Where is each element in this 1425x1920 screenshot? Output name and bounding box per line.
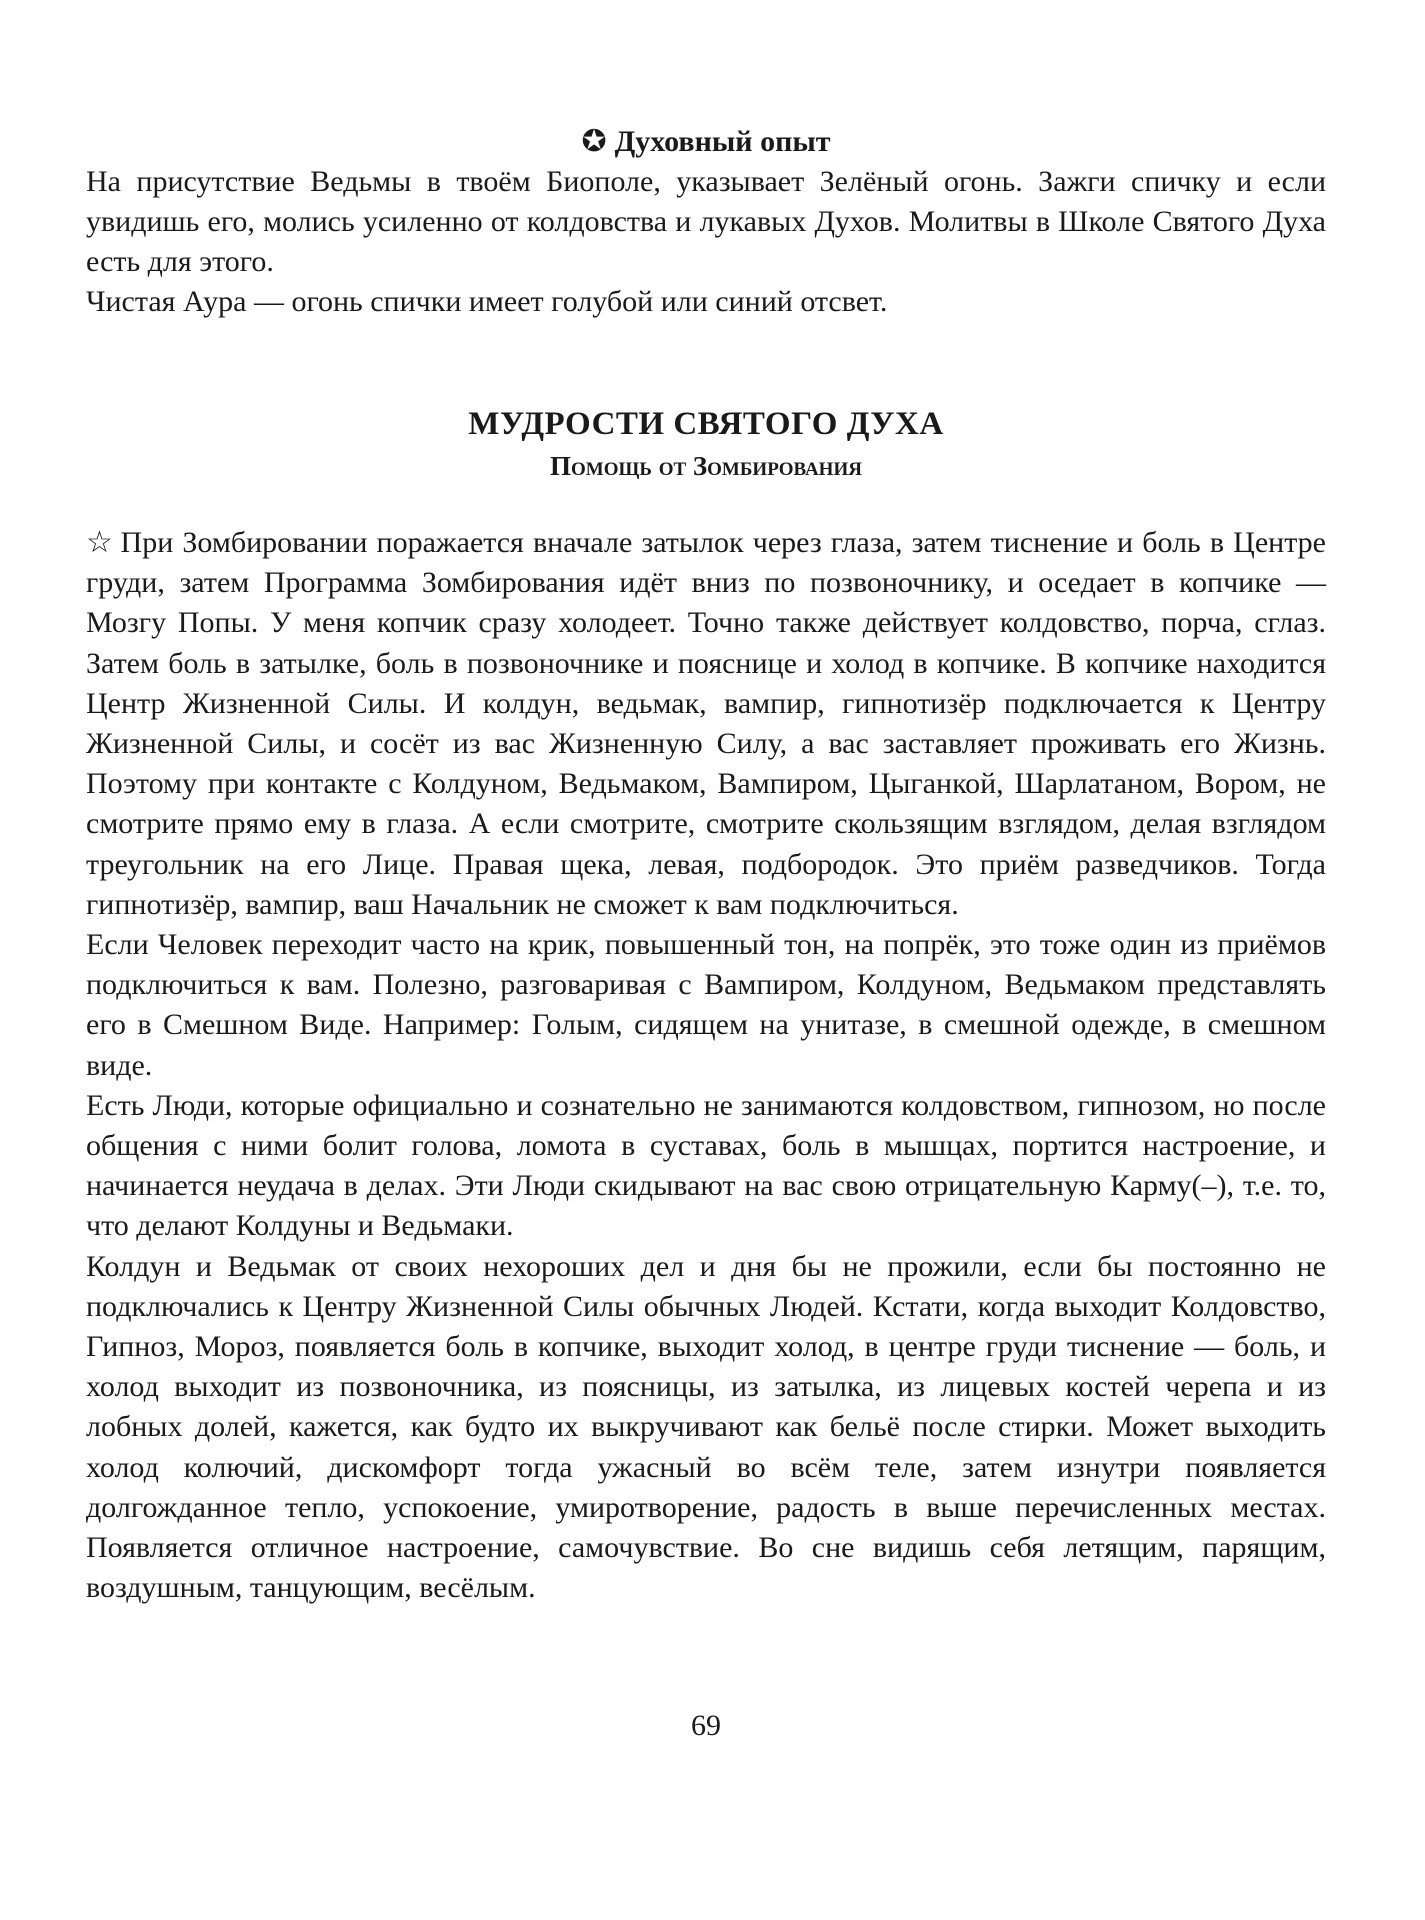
chapter-subtitle: Помощь от Зомбирования xyxy=(550,451,862,481)
body-paragraph: Колдун и Ведьмак от своих нехороших дел и дня бы не прожили, если бы постоянно не подключались к Центру Жизненной Силы обычных Людей. Кстати, когда выходит Колдовство, Гипноз, Мороз, появляется боль в копчике, выходит холод, в центре груди тиснение — боль, и холод выходит из позвоночника, из поясницы, из затылка, из лицевых костей черепа и из лобных долей, кажется, как будто их выкручивают как бельё после стирки. Может выходить холод колючий, дискомфорт тогда ужасный во всём теле, затем изнутри появляется долгожданное тепло, успокоение, умиротворение, радость в выше перечисленных местах. Появляется отличное настроение, самочувствие. Во сне видишь себя летящим, парящим, воздушным, танцующим, весёлым. xyxy=(86,1249,1326,1605)
star-icon: ☆ xyxy=(86,526,115,559)
book-page xyxy=(86,0,1326,1920)
intro-paragraph: Чистая Аура — огонь спички имеет голубой или синий отсвет. xyxy=(86,285,888,318)
intro-block xyxy=(86,162,1326,322)
intro-paragraph: На присутствие Ведьмы в твоём Биополе, указывает Зелёный огонь. Зажги спичку и если увидишь его, молись усиленно от колдовства и лукавых Духов. Молитвы в Школе Святого Духа есть для этого. xyxy=(86,165,1326,278)
body-text xyxy=(86,523,1326,1608)
body-paragraph: Есть Люди, которые официально и сознательно не занимаются колдовством, гипнозом, но после общения с ними болит голова, ломота в суставах, боль в мышцах, портится настроение, и начинается неудача в делах. Эти Люди скидывают на вас свою отрицательную Карму(–), т.е. то, что делают Колдуны и Ведьмаки. xyxy=(86,1088,1326,1243)
page-number: 69 xyxy=(691,1709,721,1742)
section-heading xyxy=(86,122,1326,162)
body-paragraph: Если Человек переходит часто на крик, повышенный тон, на попрёк, это тоже один из приёмов подключиться к вам. Полезно, разговаривая с Вампиром, Колдуном, Ведьмаком представлять его в Смешном Виде. Например: Голым, сидящем на унитазе, в смешной одежде, в смешном виде. xyxy=(86,928,1326,1082)
body-paragraph xyxy=(86,523,1326,925)
chapter-title: МУДРОСТИ СВЯТОГО ДУХА xyxy=(468,406,944,442)
body-paragraph-text: При Зомбировании поражается вначале затылок через глаза, затем тиснение и боль в Центре груди, затем Программа Зомбирования идёт вниз по позвоночнику, и оседает в копчике — Мозгу Попы. У меня копчик сразу холодеет. Точно также действует колдовство, порча, сглаз. Затем боль в затылке, боль в позвоночнике и пояснице и холод в копчике. В копчике находится Центр Жизненной Силы. И колдун, ведьмак, вампир, гипнотизёр подключается к Центру Жизненной Силы, и сосёт из вас Жизненную Силу, а вас заставляет проживать его Жизнь. Поэтому при контакте с Колдуном, Ведьмаком, Вампиром, Цыганкой, Шарлатаном, Вором, не смотрите прямо ему в глаза. А если смотрите, смотрите скользящим взглядом, делая взглядом треугольник на его Лице. Правая щека, левая, подбородок. Это приём разведчиков. Тогда гипнотизёр, вампир, ваш Начальник не сможет к вам подключиться. xyxy=(86,526,1326,921)
circled-star-icon: ✪ xyxy=(581,125,607,158)
section-title: Духовный опыт xyxy=(614,125,831,158)
